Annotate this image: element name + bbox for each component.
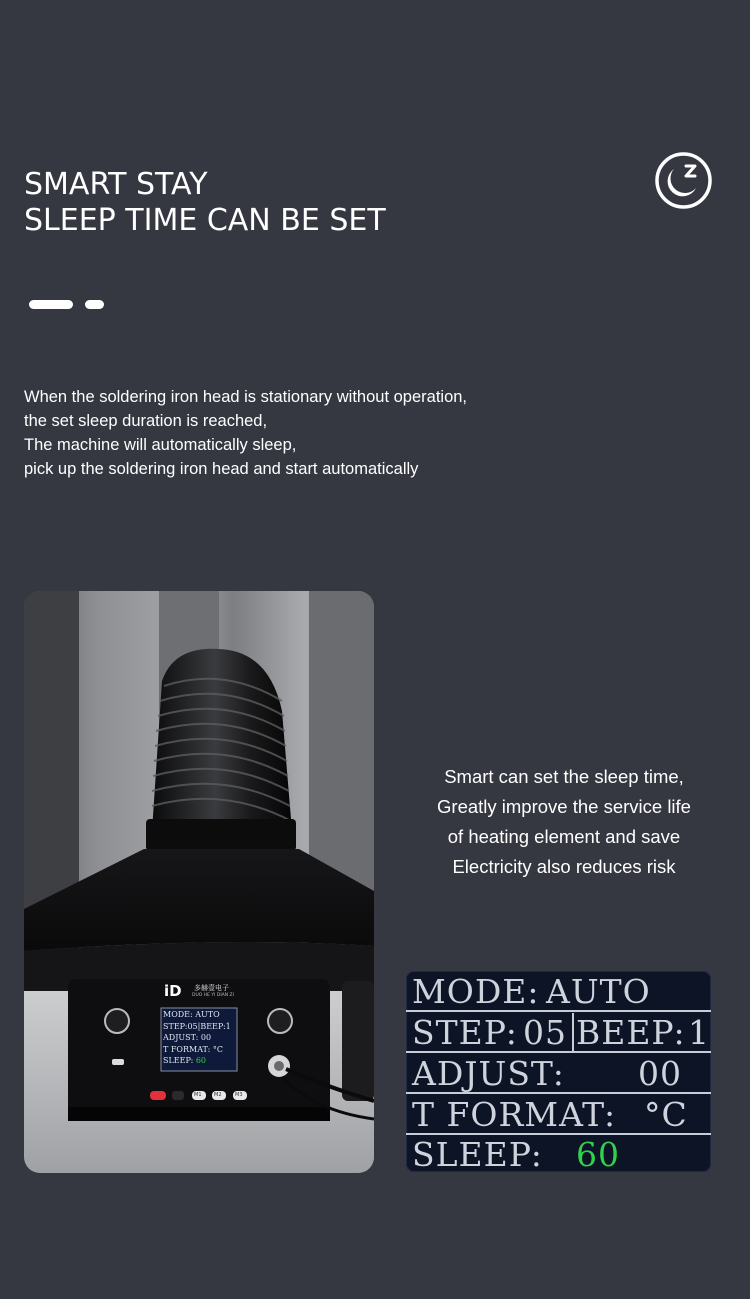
mini-lcd-line: STEP:05|BEEP:1 bbox=[163, 1021, 231, 1031]
description-line: The machine will automatically sleep, bbox=[24, 436, 297, 454]
side-line: of heating element and save bbox=[447, 826, 681, 847]
lcd-step-label: STEP: bbox=[412, 1013, 518, 1052]
decor-dash-long bbox=[29, 300, 73, 309]
mini-lcd-line: MODE: AUTO bbox=[163, 1010, 220, 1019]
side-line: Greatly improve the service life bbox=[437, 796, 691, 817]
side-description bbox=[400, 762, 728, 882]
moon-sleep-icon bbox=[655, 152, 712, 209]
title-line-1: SMART STAY bbox=[24, 167, 208, 202]
lcd-beep-label: BEEP: bbox=[576, 1013, 686, 1052]
mini-lcd-line: SLEEP: 60 bbox=[163, 1056, 206, 1065]
lcd-divider bbox=[572, 1013, 574, 1052]
product-photo bbox=[24, 591, 374, 1173]
lcd-beep-value: 1 bbox=[688, 1013, 710, 1052]
side-line: Electricity also reduces risk bbox=[452, 856, 676, 877]
description bbox=[24, 385, 467, 481]
button-label: M2 bbox=[214, 1092, 222, 1098]
device-brand-sub: DUO HE YI DIAN ZI bbox=[192, 993, 234, 998]
button-label: M3 bbox=[235, 1092, 243, 1098]
side-line: Smart can set the sleep time, bbox=[444, 766, 684, 787]
lcd-mode-value: AUTO bbox=[546, 972, 651, 1011]
mini-sleep-value: 60 bbox=[195, 1056, 206, 1065]
lcd-mode-label: MODE: bbox=[412, 972, 540, 1011]
lcd-closeup bbox=[406, 971, 711, 1172]
title-line-2: SLEEP TIME CAN BE SET bbox=[24, 203, 386, 238]
description-line: pick up the soldering iron head and start automatically bbox=[24, 460, 419, 478]
mini-lcd bbox=[163, 1009, 237, 1067]
lcd-sleep-value: 60 bbox=[576, 1135, 620, 1172]
device-brand-name: 多赫壹电子 bbox=[194, 984, 229, 992]
lcd-sleep-label: SLEEP: bbox=[412, 1135, 543, 1172]
decor-dash-short bbox=[85, 300, 104, 309]
device-logo: iD bbox=[164, 982, 182, 1000]
lcd-adjust-label: ADJUST: bbox=[412, 1054, 565, 1093]
description-line: the set sleep duration is reached, bbox=[24, 412, 268, 430]
description-line: When the soldering iron head is stationary without operation, bbox=[24, 388, 468, 406]
lcd-tformat-value: °C bbox=[644, 1095, 688, 1134]
lcd-tformat-label: T FORMAT: bbox=[412, 1095, 617, 1134]
lcd-step-value: 05 bbox=[523, 1013, 567, 1052]
mini-lcd-line: ADJUST: 00 bbox=[163, 1033, 212, 1042]
lcd-adjust-value: 00 bbox=[638, 1054, 682, 1093]
button-label: M1 bbox=[194, 1092, 202, 1098]
page-title bbox=[24, 167, 386, 239]
mini-lcd-line: T FORMAT: °C bbox=[163, 1044, 223, 1054]
